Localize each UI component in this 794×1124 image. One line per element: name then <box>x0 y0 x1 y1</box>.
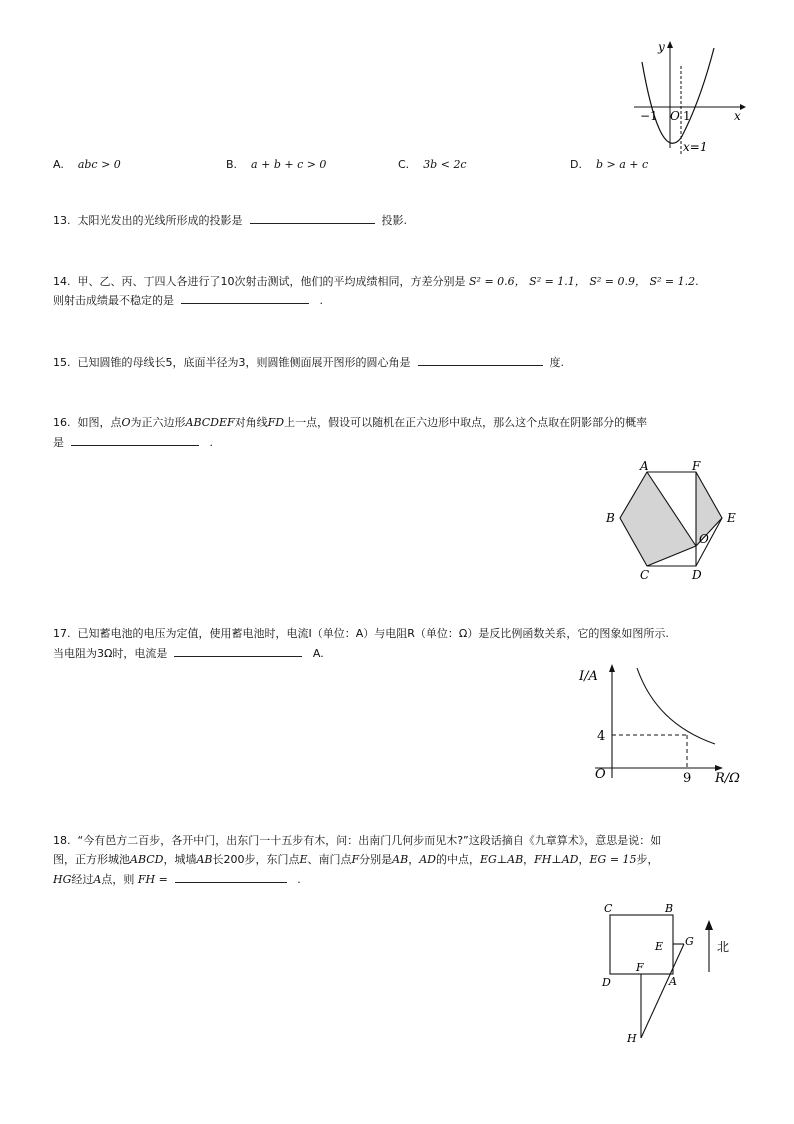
north-label: 北 <box>717 940 730 954</box>
q14-answer-blank[interactable] <box>181 292 309 304</box>
q16-suffix: . <box>209 436 213 449</box>
question-18-line1 <box>53 833 661 849</box>
q18-l2g: 的中点， <box>435 853 480 866</box>
segment-hg <box>641 944 684 1038</box>
option-a-expr: abc > 0 <box>77 158 121 171</box>
q13-number: 13. <box>53 214 71 227</box>
point-h-label: H <box>627 1032 637 1045</box>
q18-number: 18. <box>53 834 71 847</box>
point-e-label: E <box>655 940 664 953</box>
corner-d-label: D <box>602 976 611 989</box>
q17-text-2: 当电阻为3Ω时，电流是 <box>53 647 168 660</box>
question-14-line2 <box>53 292 323 309</box>
vertex-c-label: C <box>640 568 650 582</box>
q15-suffix: 度. <box>549 356 564 369</box>
q16-point-o: O <box>121 416 131 429</box>
city-square-figure <box>595 898 745 1048</box>
question-17-line1 <box>53 626 669 642</box>
origin-o-label: O <box>595 767 606 782</box>
inverse-function-graph <box>575 660 755 790</box>
q14-text-2: 则射击成绩最不稳定的是 <box>53 294 174 307</box>
inverse-curve <box>637 668 715 744</box>
q16-diagonal-name: FD <box>267 416 285 429</box>
q18-a: A <box>93 873 102 886</box>
option-a-letter: A. <box>53 158 64 171</box>
vertex-b-label: B <box>606 511 615 525</box>
option-b-expr: a + b + c > 0 <box>251 158 327 171</box>
q13-text: 太阳光发出的光线所形成的投影是 <box>77 214 243 227</box>
q15-answer-blank[interactable] <box>418 354 543 366</box>
option-c-expr: 3b < 2c <box>423 158 467 171</box>
q17-text: 已知蓄电池的电压为定值，使用蓄电池时，电流I（单位：A）与电阻R（单位：Ω）是反比例函数关系，它的图象如图所示. <box>77 627 669 640</box>
question-13 <box>53 212 407 229</box>
q16-hexagon-name: ABCDEF <box>185 416 235 429</box>
q18-abcd: ABCD <box>130 853 164 866</box>
q18-ab: AB <box>196 853 213 866</box>
q16-text-mid: 为正六边形 <box>130 416 186 429</box>
vertex-f-label: F <box>692 459 701 473</box>
q18-l2i: ， <box>578 853 590 866</box>
q13-suffix: 投影. <box>381 214 407 227</box>
option-d[interactable] <box>570 157 648 173</box>
parabola-graph <box>630 38 750 158</box>
q16-text-2: 是 <box>53 436 64 449</box>
q18-l2f: ， <box>408 853 420 866</box>
q18-eg-15: EG = 15 <box>589 853 637 866</box>
q18-e: E <box>299 853 308 866</box>
q18-hg: HG <box>53 873 72 886</box>
question-18-line2 <box>53 852 659 868</box>
corner-b-label: B <box>665 902 674 915</box>
i-axis-arrow <box>609 664 615 672</box>
question-14-line1 <box>53 274 699 290</box>
question-16-line1 <box>53 415 647 431</box>
q18-l3d: 点，则 <box>101 873 135 886</box>
option-c-letter: C. <box>398 158 410 171</box>
symmetry-axis-label: x=1 <box>683 140 708 154</box>
q18-fh-eq: FH = <box>137 873 168 886</box>
corner-a-label: A <box>669 975 677 988</box>
question-15 <box>53 354 564 371</box>
option-a[interactable] <box>53 157 121 173</box>
q14-suffix: . <box>319 294 323 307</box>
point-f-label: F <box>636 961 644 974</box>
q15-number: 15. <box>53 356 71 369</box>
q17-number: 17. <box>53 627 71 640</box>
option-d-letter: D. <box>570 158 582 171</box>
tick-neg-one-label: −1 <box>640 109 658 123</box>
q15-text: 已知圆锥的母线长5，底面半径为3，则圆锥侧面展开图形的圆心角是 <box>77 356 411 369</box>
option-b[interactable] <box>226 157 326 173</box>
option-b-letter: B. <box>226 158 238 171</box>
question-18-line3 <box>53 871 301 888</box>
q14-variance-2: S² = 1.1， <box>529 275 586 288</box>
question-16-line2 <box>53 434 213 451</box>
tick-4-label: 4 <box>597 729 606 744</box>
hexagon-figure <box>600 458 750 588</box>
q18-text: “今有邑方二百步，各开中门，出东门一十五步有木，问：出南门几何步而见木?”这段话摘自《九章算术》，意思是说：如 <box>77 834 662 847</box>
q18-fh-perp: FH⊥AD <box>534 853 579 866</box>
q14-variance-1: S² = 0.6， <box>469 275 526 288</box>
q14-number: 14. <box>53 275 71 288</box>
r-axis-label: R/Ω <box>715 771 740 786</box>
q14-variance-4: S² = 1.2. <box>649 275 699 288</box>
q13-answer-blank[interactable] <box>250 212 375 224</box>
q18-l2e: 分别是 <box>359 853 393 866</box>
tick-one-label: 1 <box>683 109 691 123</box>
q18-answer-blank[interactable] <box>175 871 287 883</box>
q16-number: 16. <box>53 416 71 429</box>
q18-l2d: 、南门点 <box>307 853 352 866</box>
vertex-d-label: D <box>692 568 702 582</box>
q17-answer-blank[interactable] <box>174 645 302 657</box>
point-o-label: O <box>699 532 709 546</box>
q18-l2h: ， <box>523 853 535 866</box>
q16-text-pre: 如图，点 <box>77 416 122 429</box>
q18-l2b: ，城墙 <box>163 853 197 866</box>
option-c[interactable] <box>398 157 467 173</box>
north-arrow-head <box>705 920 713 930</box>
vertex-e-label: E <box>727 511 736 525</box>
q16-answer-blank[interactable] <box>71 434 199 446</box>
i-axis-label: I/A <box>579 669 598 684</box>
tick-9-label: 9 <box>683 771 692 786</box>
x-axis-arrow <box>740 104 746 110</box>
q18-suffix: . <box>297 873 301 886</box>
point-g-label: G <box>685 935 694 948</box>
q18-ad: AD <box>419 853 436 866</box>
q18-l2c: 长200步，东门点 <box>212 853 300 866</box>
q18-f: F <box>351 853 360 866</box>
q16-text-post: 上一点，假设可以随机在正六边形中取点，那么这个点取在阴影部分的概率 <box>284 416 648 429</box>
vertex-a-label: A <box>640 459 649 473</box>
q14-text: 甲、乙、丙、丁四人各进行了10次射击测试，他们的平均成绩相同，方差分别是 <box>77 275 466 288</box>
x-axis-label: x <box>734 109 741 123</box>
q17-suffix: A. <box>312 647 324 660</box>
q18-l3b: 经过 <box>71 873 94 886</box>
y-axis-label: y <box>658 40 665 54</box>
q18-l2j: 步， <box>636 853 659 866</box>
parabola-curve <box>642 48 714 143</box>
q18-l2a: 图，正方形城池 <box>53 853 130 866</box>
q18-ab2: AB <box>392 853 409 866</box>
y-axis-arrow <box>667 41 673 48</box>
q14-variance-3: S² = 0.9， <box>589 275 646 288</box>
corner-c-label: C <box>604 902 613 915</box>
option-d-expr: b > a + c <box>595 158 649 171</box>
shaded-region-left <box>620 472 696 566</box>
q16-text-mid2: 对角线 <box>234 416 268 429</box>
question-17-line2 <box>53 645 324 662</box>
origin-label: O <box>670 109 680 123</box>
q18-eg-perp: EG⊥AB <box>479 853 524 866</box>
